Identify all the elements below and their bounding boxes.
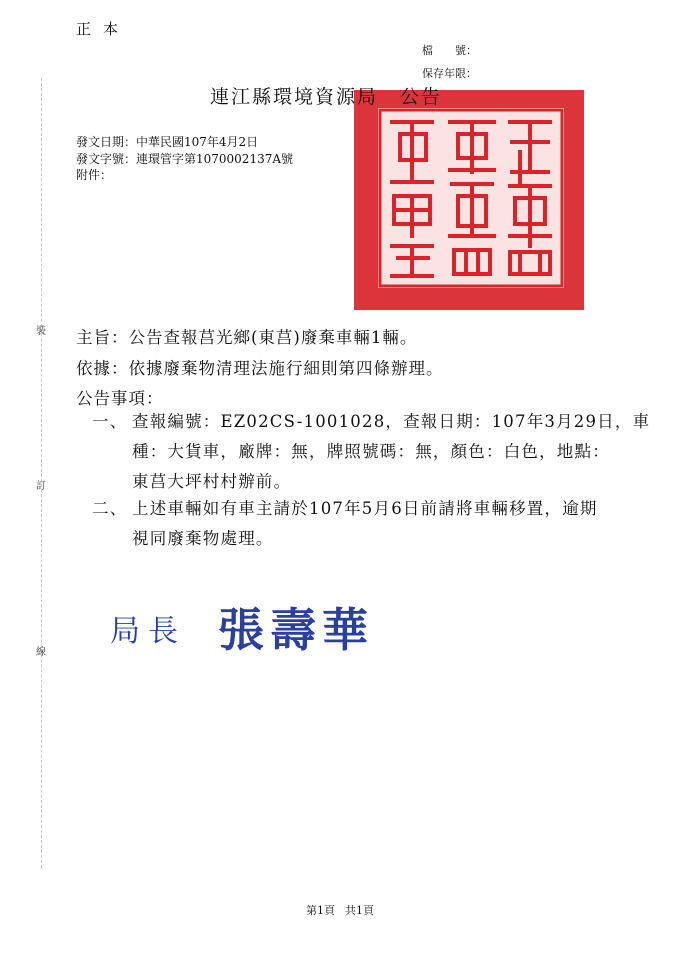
page-number: 第1頁: [306, 904, 335, 917]
document-title: [210, 82, 442, 109]
binding-mark-zhuang: 裝: [36, 326, 46, 337]
document-number: 發文字號：連環管字第1070002137A號: [76, 152, 294, 166]
copy-label: 正本: [76, 20, 131, 38]
director-name: 張壽華: [218, 603, 374, 657]
binding-mark-ding: 訂: [36, 481, 46, 492]
official-seal: [350, 86, 588, 314]
document-type: 公告: [400, 86, 443, 108]
notice-heading: 公告事項：: [76, 389, 164, 408]
item-line: 上述車輛如有車主請於107年5月6日前請將車輛移置，逾期: [132, 499, 598, 518]
director-title: 局長: [110, 614, 186, 649]
issuing-organization: 連江縣環境資源局: [210, 86, 379, 108]
item-number: 一、: [92, 412, 128, 431]
issue-date: 發文日期：中華民國107年4月2日: [76, 135, 259, 149]
page-footer: [0, 902, 680, 918]
retention-period-label: 保存年限：: [422, 67, 477, 80]
binding-mark-xian: 線: [36, 647, 46, 658]
file-number-label: 檔 號：: [422, 44, 477, 57]
seal-stamp-graphic: [350, 86, 588, 314]
attachment-label: 附件：: [76, 168, 113, 182]
director-signature: [110, 590, 440, 660]
binding-line: [41, 78, 42, 868]
basis-line: 依據：依據廢棄物清理法施行細則第四條辦理。: [76, 359, 444, 378]
page-total: 共1頁: [345, 904, 374, 917]
item-number: 二、: [92, 499, 128, 518]
item-line: 東莒大坪村村辦前。: [132, 472, 292, 491]
item-line: 種：大貨車，廠牌：無，牌照號碼：無，顏色：白色，地點：: [132, 442, 610, 461]
item-line: 查報編號：EZ02CS-1001028，查報日期：107年3月29日，車: [132, 412, 651, 431]
item-line: 視同廢棄物處理。: [132, 529, 274, 548]
subject-line: 主旨：公告查報莒光鄉(東莒)廢棄車輛1輛。: [76, 328, 418, 347]
